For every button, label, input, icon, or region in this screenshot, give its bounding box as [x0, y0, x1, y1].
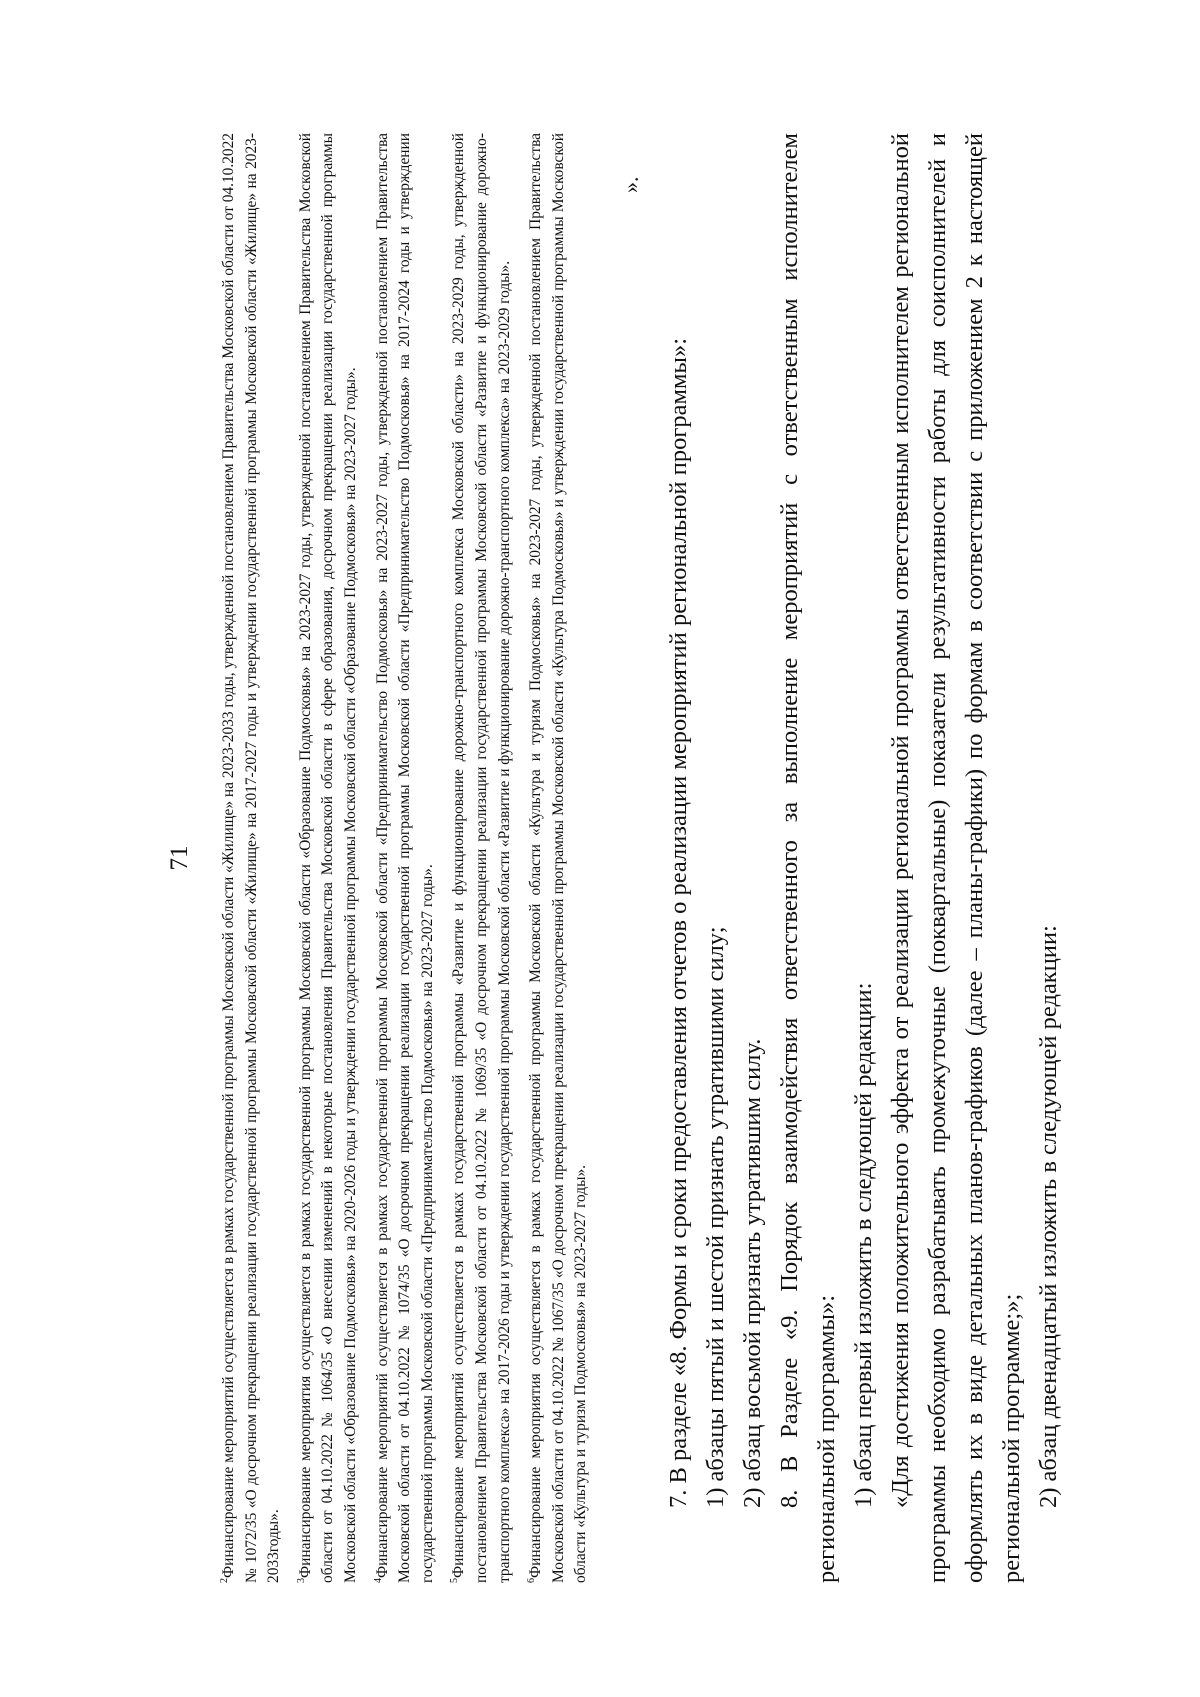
rotated-content: [160, 133, 1062, 1583]
footnote: [295, 133, 363, 1583]
footnotes: [160, 133, 630, 1583]
footnote-text: Финансирование мероприятий осуществляется в рамках государственной программы «Развитие и функционирование дорожно-транспортного комплекса Московской области» на 2023-2029 годы, утвержденной постановлением Правительства Московской области от 04.10.2022 № 1069/35 «О досрочном прекращении реализации государственной программы Московской области «Развитие и функционирование дорожно-транспортного комплекса» на 2017-2026 годы и утверждении государственной программы Московской области «Развитие и функционирование дорожно-транспортного комплекса» на 2023-2029 годы».: [450, 133, 513, 1583]
footnote-marker: 4: [372, 1578, 384, 1583]
paragraph-section-8: 8. В Разделе «9. Порядок взаимодействия ответственного за выполнение мероприятий с ответственным исполнителем региональной программы»:: [776, 133, 840, 1583]
footnote-marker: 2: [218, 1578, 230, 1583]
paragraph-quoted-text: «Для достижения положительного эффекта от реализации региональной программы ответственным исполнителем региональной программы необходимо разрабатывать промежуточные (поквартальные) показатели результативности работы для соисполнителей и оформлять их в виде детальных планов-графиков (далее – планы-графики) по формам в соответствии с приложением 2 к настоящей региональной программе;»;: [887, 133, 1025, 1583]
footnote-marker: 6: [526, 1578, 537, 1583]
paragraph-item-2b: 2) абзац двенадцатый изложить в следующей редакции:: [1035, 925, 1062, 1508]
footnote-text: Финансирование мероприятий осуществляется в рамках государственной программы Московской области «Предпринимательство Подмосковья» на 2023-2027 годы, утвержденной постановлением Правительства Московской области от 04.10.2022 № 1074/35 «О досрочном прекращении реализации государственной программы Московской области «Предпринимательство Подмосковья» на 2017-2024 годы и утверждении государственной программы Московской области «Предпринимательство Подмосковья» на 2023-2027 годы».: [373, 133, 436, 1583]
paragraph-section-7: 7. В разделе «8. Формы и сроки предоставления отчетов о реализации мероприятий региональной программы»:: [665, 337, 692, 1508]
footnote-text: Финансирование мероприятий осуществляется в рамках государственной программы Московской области «Жилище» на 2023-2033 годы, утвержденной постановлением Правительства Московской области от 04.10.2022 № 1072/35 «О досрочном прекращении реализации государственной программы Московской области «Жилище» на 2017-2027 годы и утверждении государственной программы Московской области «Жилище» на 2023-2033годы».: [220, 133, 283, 1583]
footnote: [218, 133, 286, 1583]
page-number: 71: [166, 845, 193, 871]
main-body: [660, 133, 1067, 1583]
footnote: [372, 133, 440, 1583]
footnote-text: Финансирование мероприятия осуществляется в рамках государственной программы Московской области «Образование Подмосковья» на 2023-2027 годы, утвержденной постановлением Правительства Московской области от 04.10.2022 № 1064/35 «О внесении изменений в некоторые постановления Правительства Московской области в сфере образования, досрочном прекращении реализации государственной программы Московской области «Образование Подмосковья» на 2020-2026 годы и утверждении государственной программы Московской области «Образование Подмосковья» на 2023-2027 годы».: [296, 133, 359, 1583]
paragraph-item-1b: 1) абзац первый изложить в следующей редакции:: [850, 982, 877, 1508]
paragraph-item-1: 1) абзацы пятый и шестой признать утратившими силу;: [702, 926, 729, 1508]
footnote: [525, 133, 593, 1583]
footnote-marker: 3: [295, 1578, 307, 1583]
footnote-marker: 5: [449, 1578, 461, 1583]
footnote: [448, 133, 516, 1583]
footnote-text: Финансирование мероприятия осуществляется в рамках государственной программы Московской области «Культура и туризм Подмосковья» на 2023-2027 годы, утвержденной постановлением Правительства Московской области от 04.10.2022 № 1067/35 «О досрочном прекращении реализации государственной программы Московской области «Культура Подмосковья» и утверждении государственной программы Московской области «Культура и туризм Подмосковья» на 2023-2027 годы».: [527, 133, 590, 1583]
closing-quote-mark: ».: [618, 176, 643, 193]
paragraph-item-2: 2) абзац восьмой признать утратившим силу.: [739, 1038, 766, 1508]
